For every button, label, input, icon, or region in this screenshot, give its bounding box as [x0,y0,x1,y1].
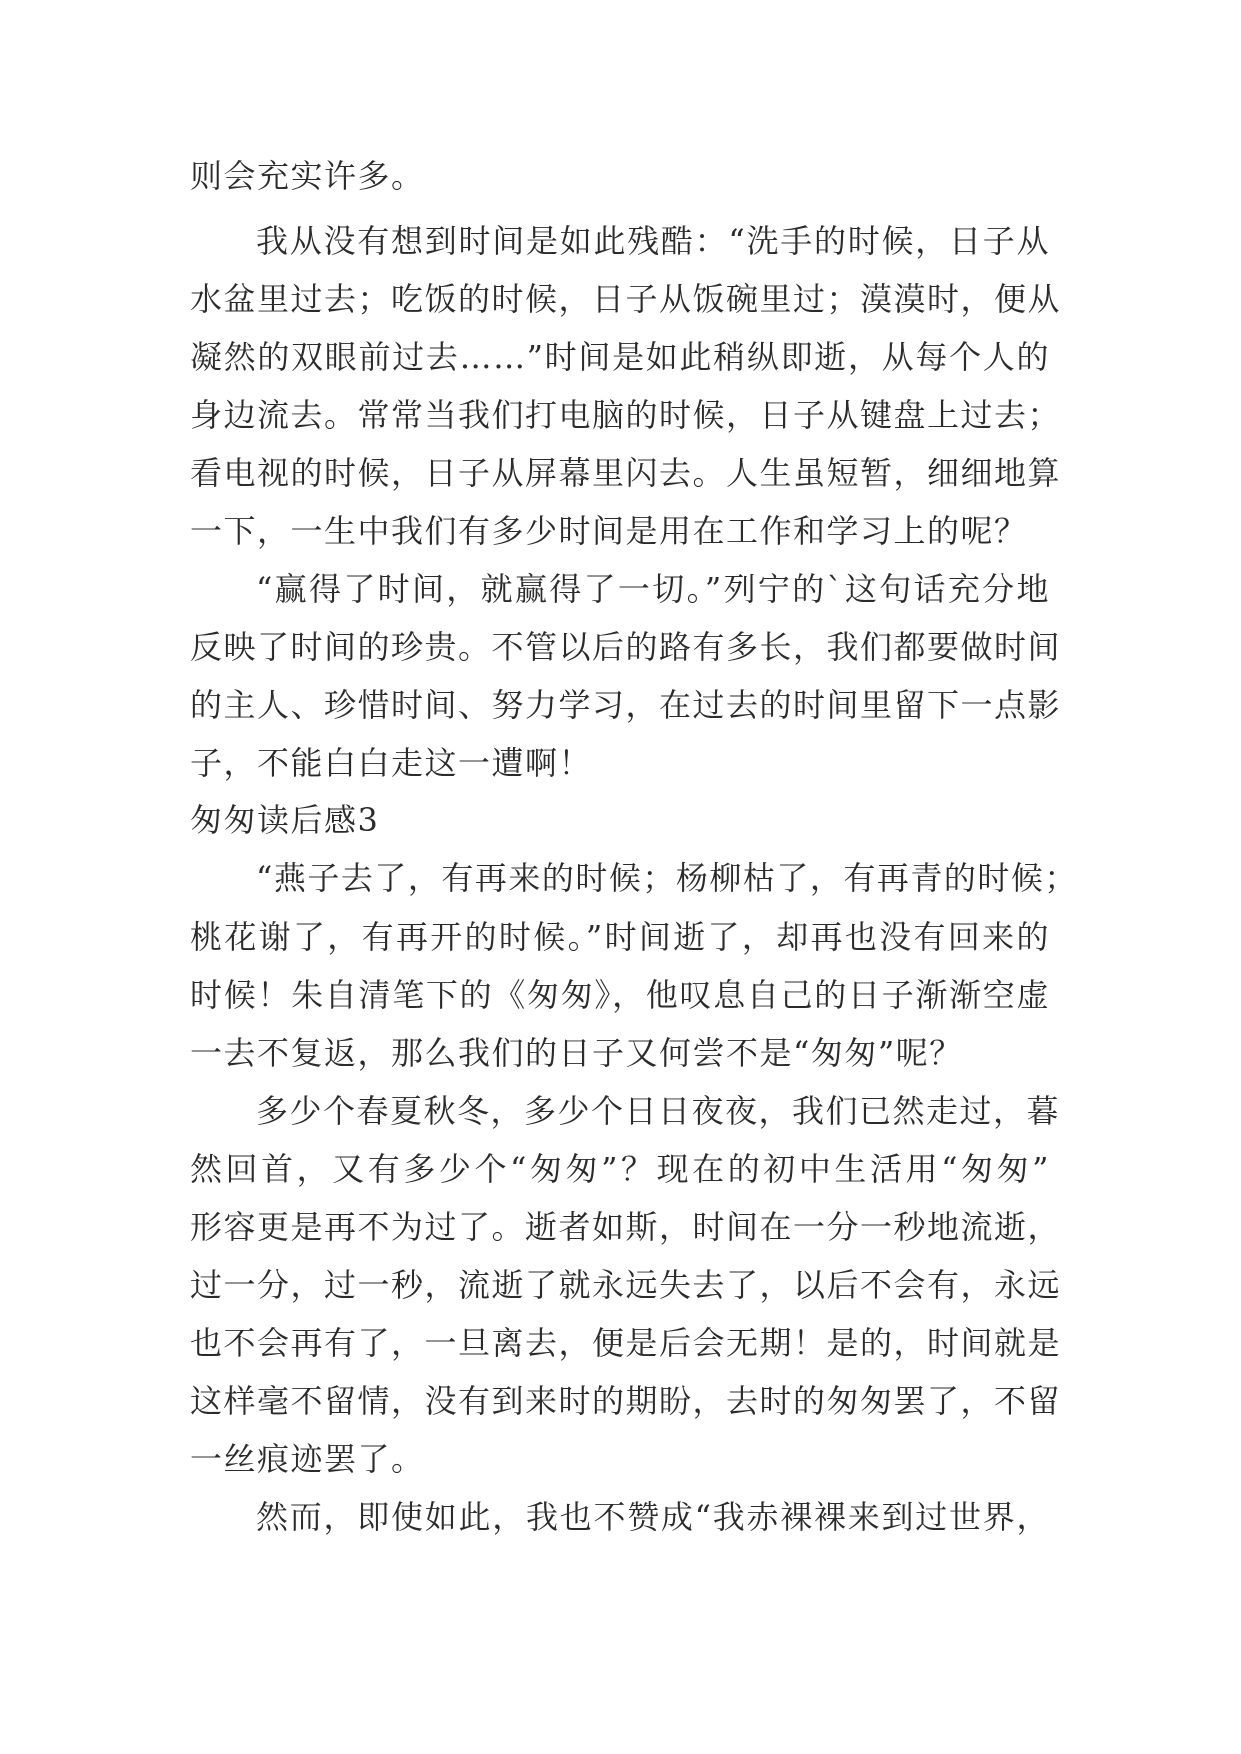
text-line: 这样毫不留情，没有到来时的期盼，去时的匆匆罢了，不留 [190,1382,1062,1420]
text-line: 凝然的双眼前过去……”时间是如此稍纵即逝，从每个人的 [190,338,1050,376]
text-line: 水盆里过去；吃饭的时候，日子从饭碗里过；漠漠时，便从 [190,280,1062,318]
text-line: 也不会再有了，一旦离去，便是后会无期！是的，时间就是 [190,1324,1062,1362]
text-line: 一丝痕迹罢了。 [190,1440,425,1478]
text-line: “赢得了时间，就赢得了一切。”列宁的`这句话充分地 [256,570,1050,608]
text-line: 形容更是再不为过了。逝者如斯，时间在一分一秒地流逝， [190,1208,1062,1246]
text-line: 然而，即使如此，我也不赞成“我赤裸裸来到过世界， [256,1498,1050,1536]
text-line: 子，不能白白走这一遭啊！ [190,744,593,782]
text-line: 多少个春夏秋冬，多少个日日夜夜，我们已然走过，暮 [256,1092,1061,1130]
text-line: 一去不复返，那么我们的日子又何尝不是“匆匆”呢？ [190,1034,963,1072]
text-line: 则会充实许多。 [190,157,425,195]
text-line: 时候！朱自清笔下的《匆匆》，他叹息自己的日子渐渐空虚 [190,976,1050,1014]
text-line: 过一分，过一秒，流逝了就永远失去了，以后不会有，永远 [190,1266,1062,1304]
section-heading: 匆匆读后感3 [190,801,380,839]
text-line: 然回首，又有多少个“匆匆”？现在的初中生活用“匆匆” [190,1150,1050,1188]
text-line: “燕子去了，有再来的时候；杨柳枯了，有再青的时候； [256,859,1078,897]
text-line: 桃花谢了，有再开的时候。”时间逝了，却再也没有回来的 [190,918,1050,956]
text-line: 反映了时间的珍贵。不管以后的路有多长，我们都要做时间 [190,628,1062,666]
text-line: 看电视的时候，日子从屏幕里闪去。人生虽短暂，细细地算 [190,454,1062,492]
text-line: 身边流去。常常当我们打电脑的时候，日子从键盘上过去； [190,396,1062,434]
text-line: 的主人、珍惜时间、努力学习，在过去的时间里留下一点影 [190,686,1062,724]
text-line: 我从没有想到时间是如此残酷：“洗手的时候，日子从 [256,222,1050,260]
text-line: 一下，一生中我们有多少时间是用在工作和学习上的呢？ [190,512,1028,550]
